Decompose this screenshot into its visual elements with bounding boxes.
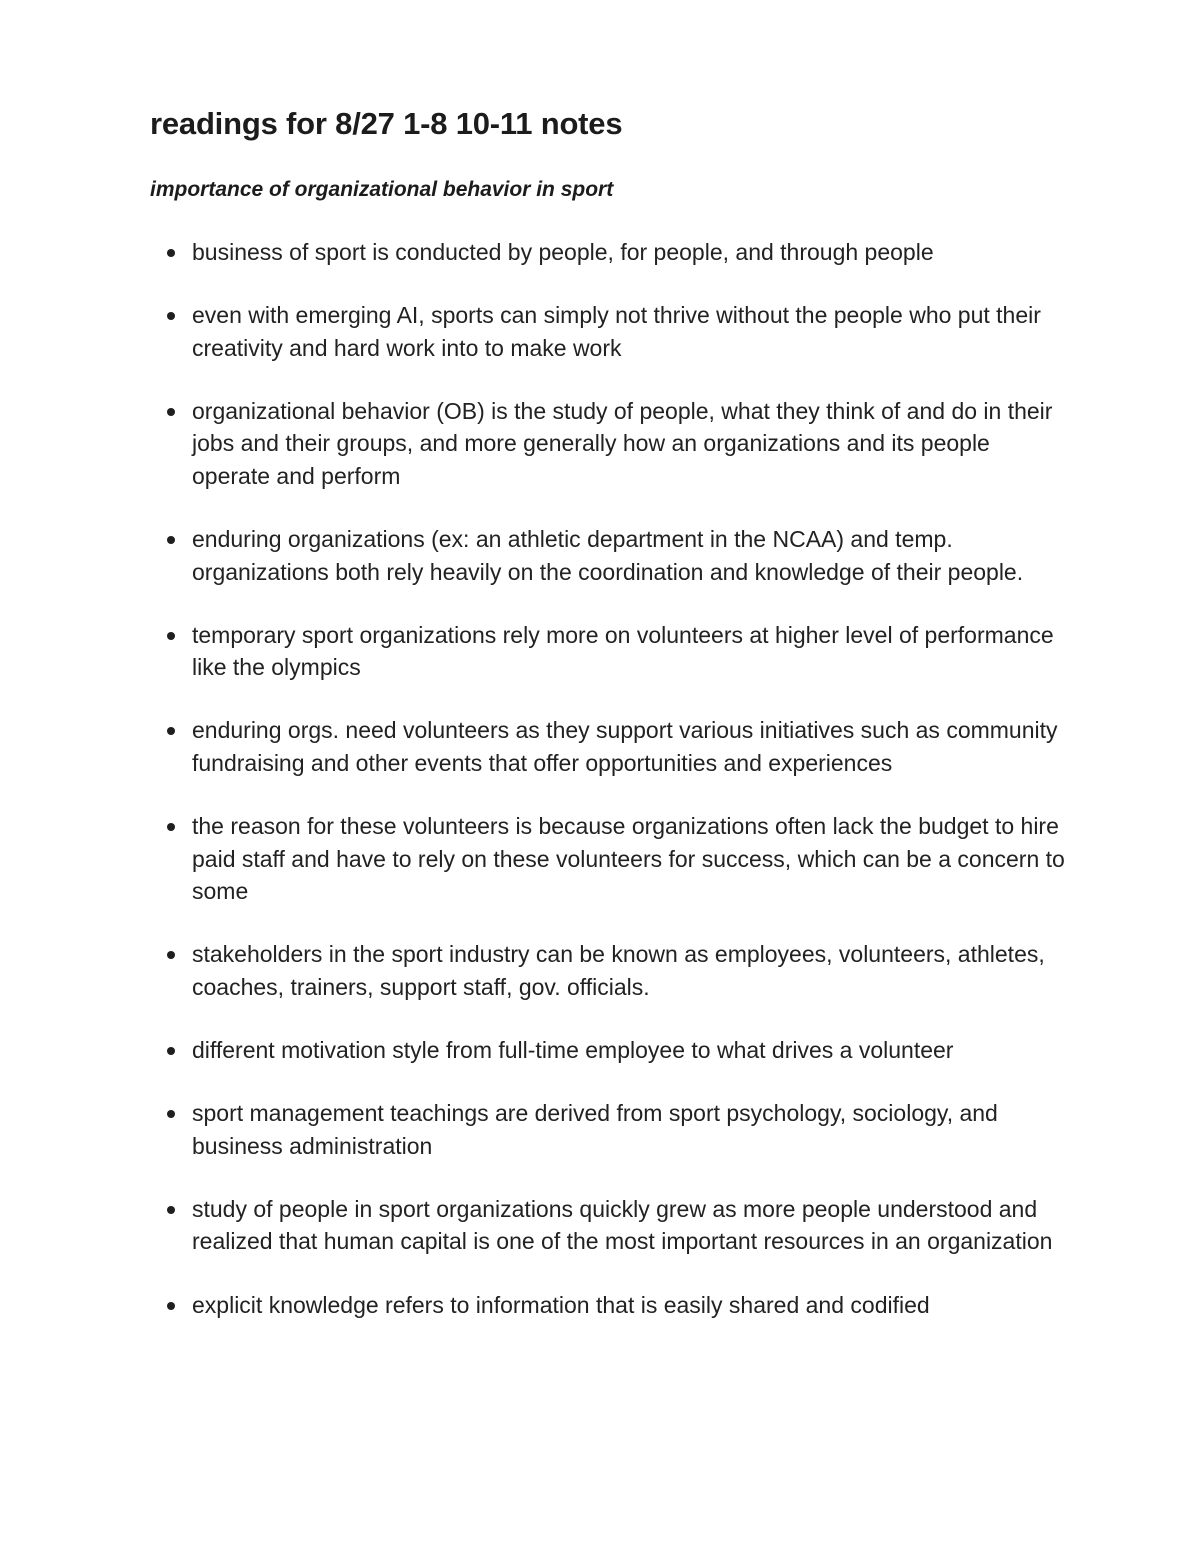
list-item-text: the reason for these volunteers is because organizations often lack the budget to hire paid staff and have to rely on these volunteers for success, which can be a concern to some <box>192 813 1065 905</box>
bullet-icon <box>167 1047 175 1055</box>
list-item-text: temporary sport organizations rely more on volunteers at higher level of performance like the olympics <box>192 621 1054 681</box>
section-heading: importance of organizational behavior in sport <box>150 178 614 201</box>
bullet-icon <box>167 1302 175 1310</box>
list-item-text: study of people in sport organizations quickly grew as more people understood and realized that human capital is one of the most important resources in an organization <box>192 1195 1053 1255</box>
bullet-icon <box>167 951 175 959</box>
page-title: readings for 8/27 1-8 10-11 notes <box>150 106 623 141</box>
list-item <box>150 299 1070 364</box>
list-item-text: different motivation style from full-time employee to what drives a volunteer <box>192 1037 954 1064</box>
bullet-icon <box>167 632 175 640</box>
bullet-icon <box>167 1110 175 1118</box>
list-item <box>150 810 1070 908</box>
list-item-text: explicit knowledge refers to information that is easily shared and codified <box>192 1291 930 1318</box>
list-item <box>150 619 1070 684</box>
bullet-icon <box>167 823 175 831</box>
list-item <box>150 1097 1070 1162</box>
notes-bullet-list <box>150 236 1070 1352</box>
bullet-icon <box>167 727 175 735</box>
list-item-text: sport management teachings are derived from sport psychology, sociology, and business administration <box>192 1100 998 1159</box>
list-item <box>150 236 1070 269</box>
list-item-text: even with emerging AI, sports can simply not thrive without the people who put their creativity and hard work into to make work <box>192 302 1041 361</box>
list-item <box>150 523 1070 588</box>
list-item <box>150 1034 1070 1067</box>
list-item-text: enduring organizations (ex: an athletic department in the NCAA) and temp. organizations both rely heavily on the coordination and knowledge of their people. <box>192 526 1024 585</box>
bullet-icon <box>167 408 175 416</box>
bullet-icon <box>167 1206 175 1214</box>
list-item-text: organizational behavior (OB) is the study of people, what they think of and do in their jobs and their groups, and more generally how an organizations and its people operate and perform <box>192 397 1053 489</box>
list-item <box>150 714 1070 779</box>
list-item-text: enduring orgs. need volunteers as they support various initiatives such as community fundraising and other events that offer opportunities and experiences <box>192 717 1058 777</box>
list-item-text: stakeholders in the sport industry can be known as employees, volunteers, athletes, coaches, trainers, support staff, gov. officials. <box>192 941 1045 1000</box>
list-item <box>150 1289 1070 1322</box>
list-item-text: business of sport is conducted by people, for people, and through people <box>192 239 934 265</box>
bullet-icon <box>167 312 175 320</box>
bullet-icon <box>167 249 175 257</box>
list-item <box>150 395 1070 493</box>
bullet-icon <box>167 536 175 544</box>
list-item <box>150 1193 1070 1258</box>
list-item <box>150 938 1070 1003</box>
